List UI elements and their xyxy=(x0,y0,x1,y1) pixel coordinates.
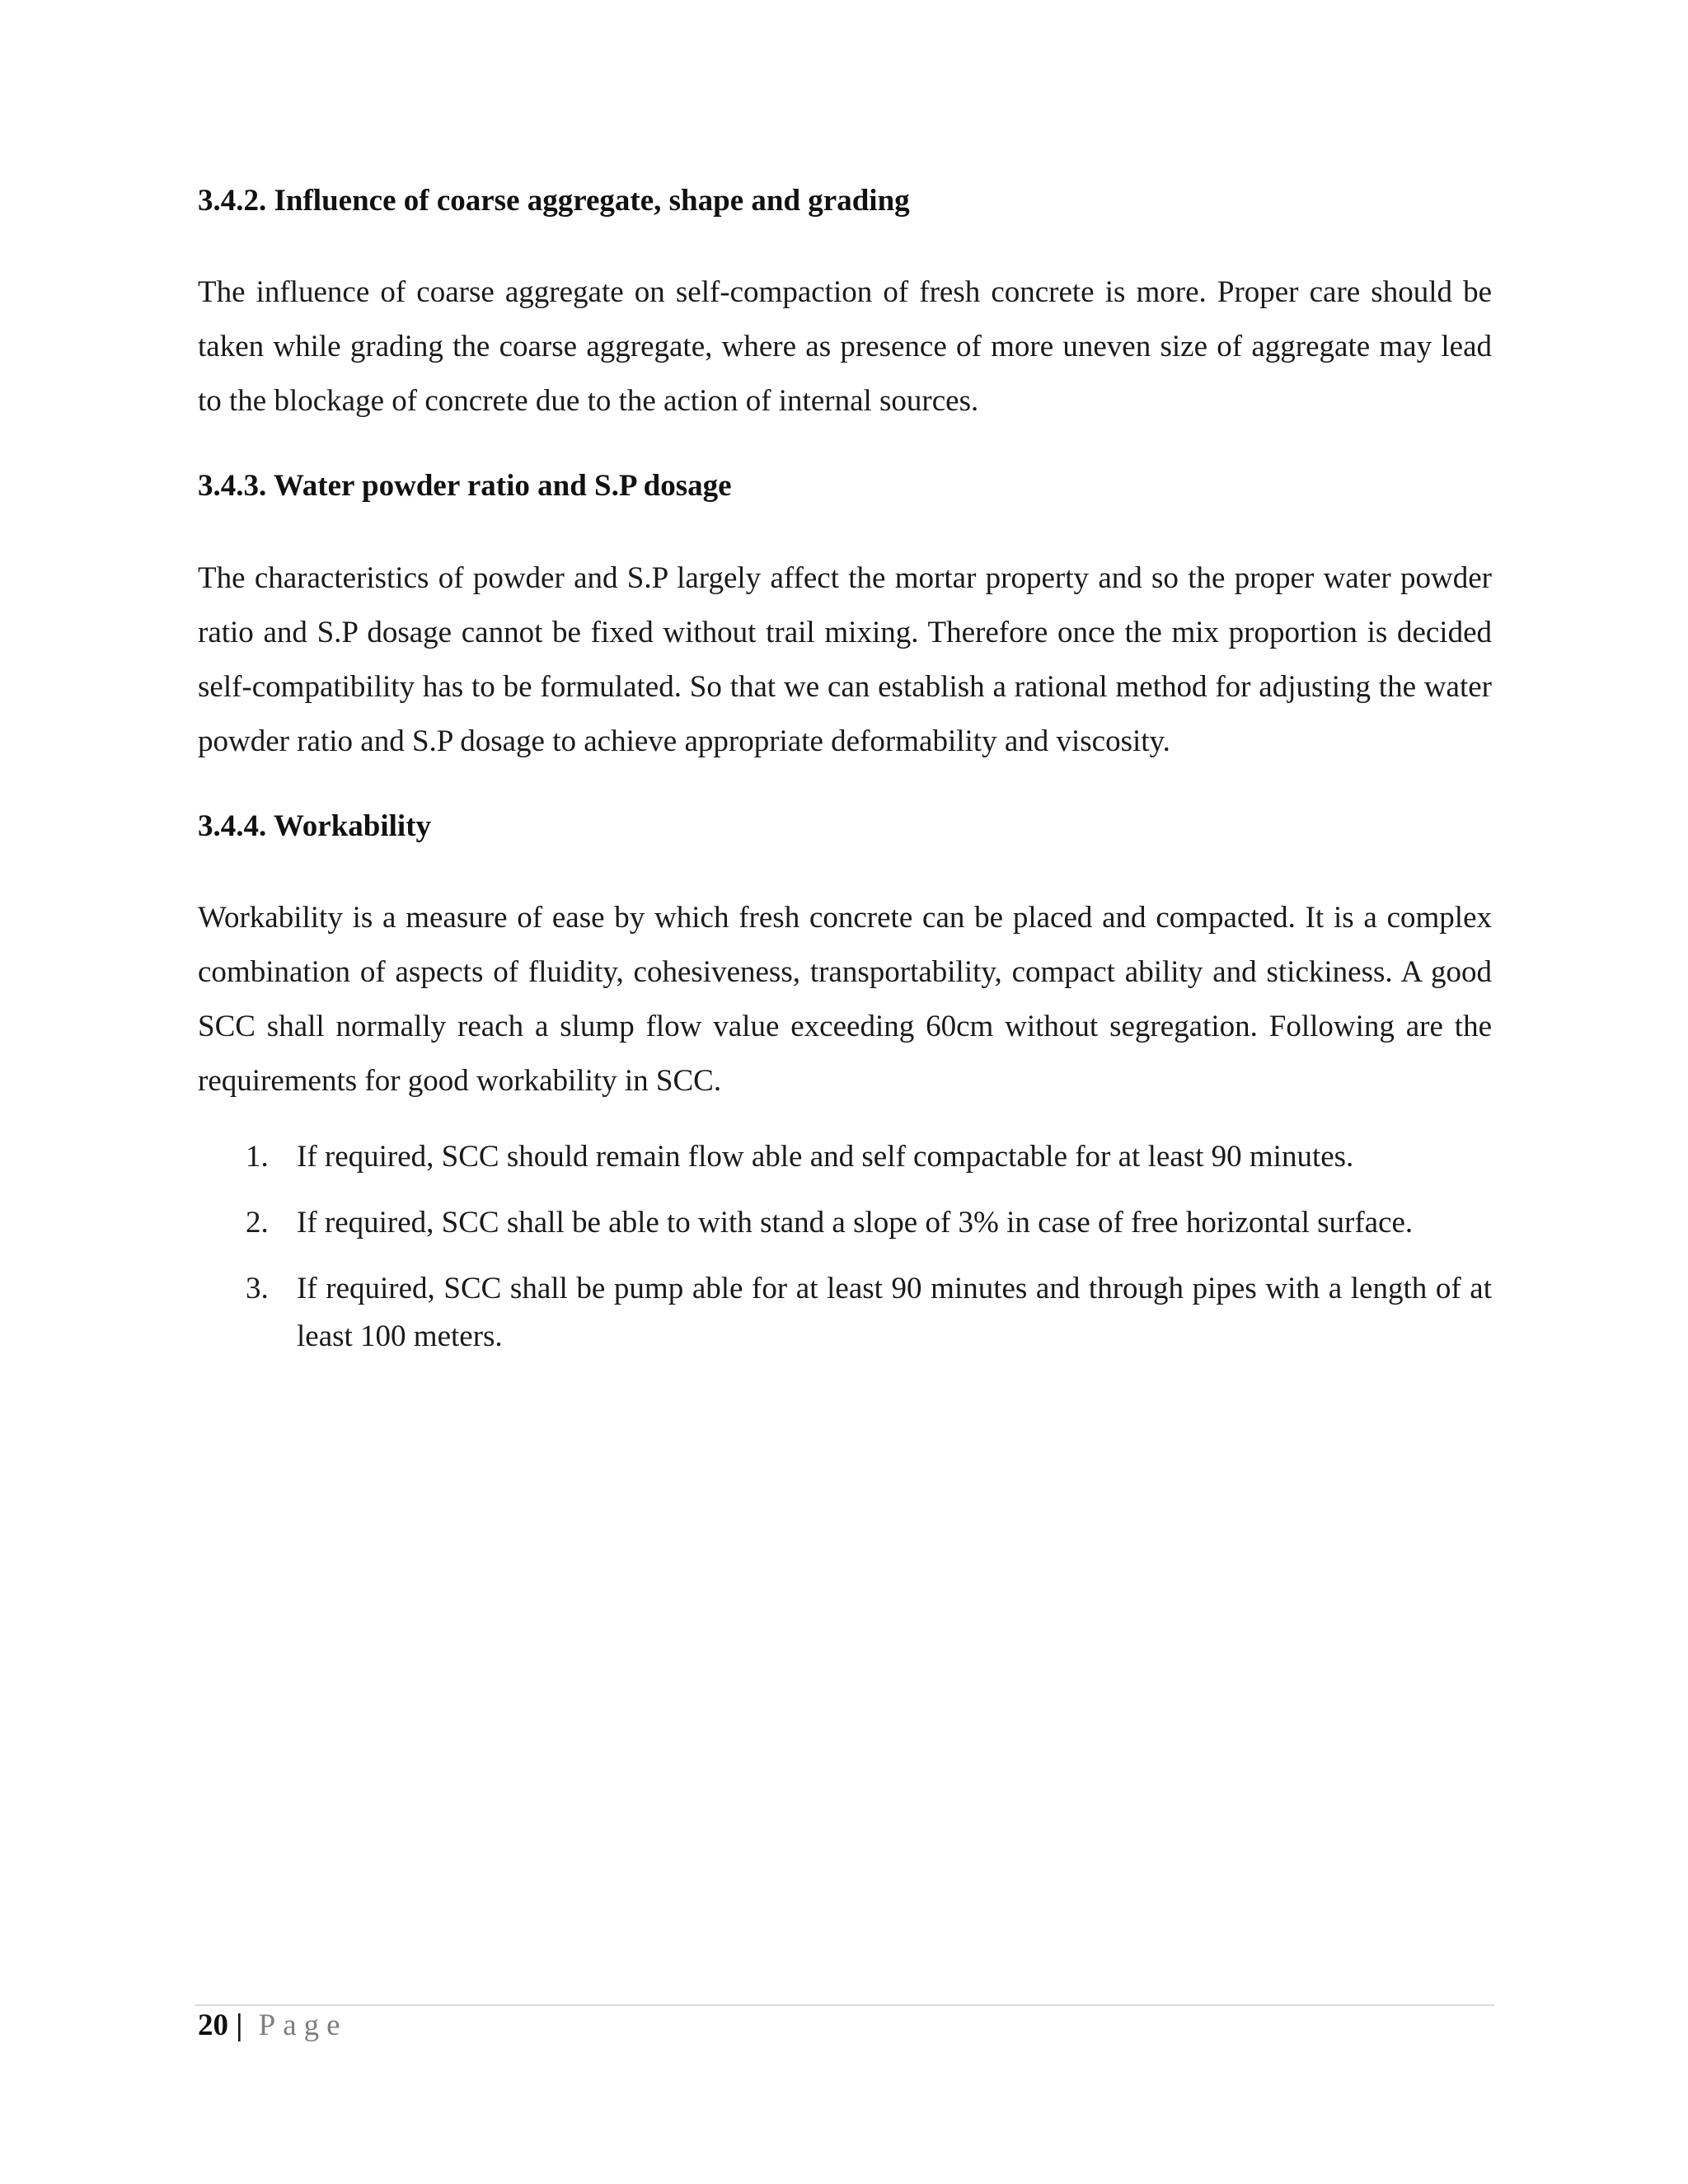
list-item-text: If required, SCC shall be able to with stand a slope of 3% in case of free horizontal surface. xyxy=(297,1206,1414,1240)
list-item-text: If required, SCC should remain flow able and self compactable for at least 90 minutes. xyxy=(297,1140,1354,1174)
section-heading-3-4-2: 3.4.2. Influence of coarse aggregate, shape and grading xyxy=(198,184,910,218)
section-heading-3-4-4: 3.4.4. Workability xyxy=(198,808,432,843)
list-item-text: If required, SCC shall be pump able for at least 90 minutes and through pipes with a length of at least 100 meters. xyxy=(297,1272,1492,1354)
section-paragraph-3-4-4: Workability is a measure of ease by which fresh concrete can be placed and compacted. It is a complex combination of aspects of fluidity, cohesiveness, transportability, compact ability and stickiness. A good SCC shall normally reach a slump flow value exceeding 60cm without segregation. Following are the requirements for good workability in SCC. xyxy=(198,901,1492,1099)
page-label: Page xyxy=(258,2008,348,2042)
section-heading-3-4-3: 3.4.3. Water powder ratio and S.P dosage xyxy=(198,469,732,504)
footer-divider xyxy=(195,2004,1494,2006)
list-item-number: 1. xyxy=(246,1140,269,1174)
footer-separator: | xyxy=(236,2008,243,2042)
section-paragraph-3-4-3: The characteristics of powder and S.P largely affect the mortar property and so the proper water powder ratio and S.P dosage cannot be fixed without trail mixing. Therefore once the mix proportion is decided self-compatibility has to be formulated. So that we can establish a rational method for adjusting the water powder ratio and S.P dosage to achieve appropriate deformability and viscosity. xyxy=(198,560,1492,758)
section-paragraph-3-4-2: The influence of coarse aggregate on self-compaction of fresh concrete is more. Proper care should be taken while grading the coarse aggregate, where as presence of more uneven size of aggregate may lead to the blockage of concrete due to the action of internal sources. xyxy=(198,275,1492,419)
page-number: 20 xyxy=(198,2008,228,2042)
list-item-number: 2. xyxy=(246,1206,269,1240)
list-item xyxy=(198,1133,1492,1181)
list-item-number: 3. xyxy=(246,1272,269,1306)
page-footer xyxy=(198,2008,348,2044)
list-item xyxy=(198,1265,1492,1361)
workability-requirements-list xyxy=(198,1133,1492,1361)
list-item xyxy=(198,1199,1492,1247)
page-content xyxy=(198,183,1492,1379)
